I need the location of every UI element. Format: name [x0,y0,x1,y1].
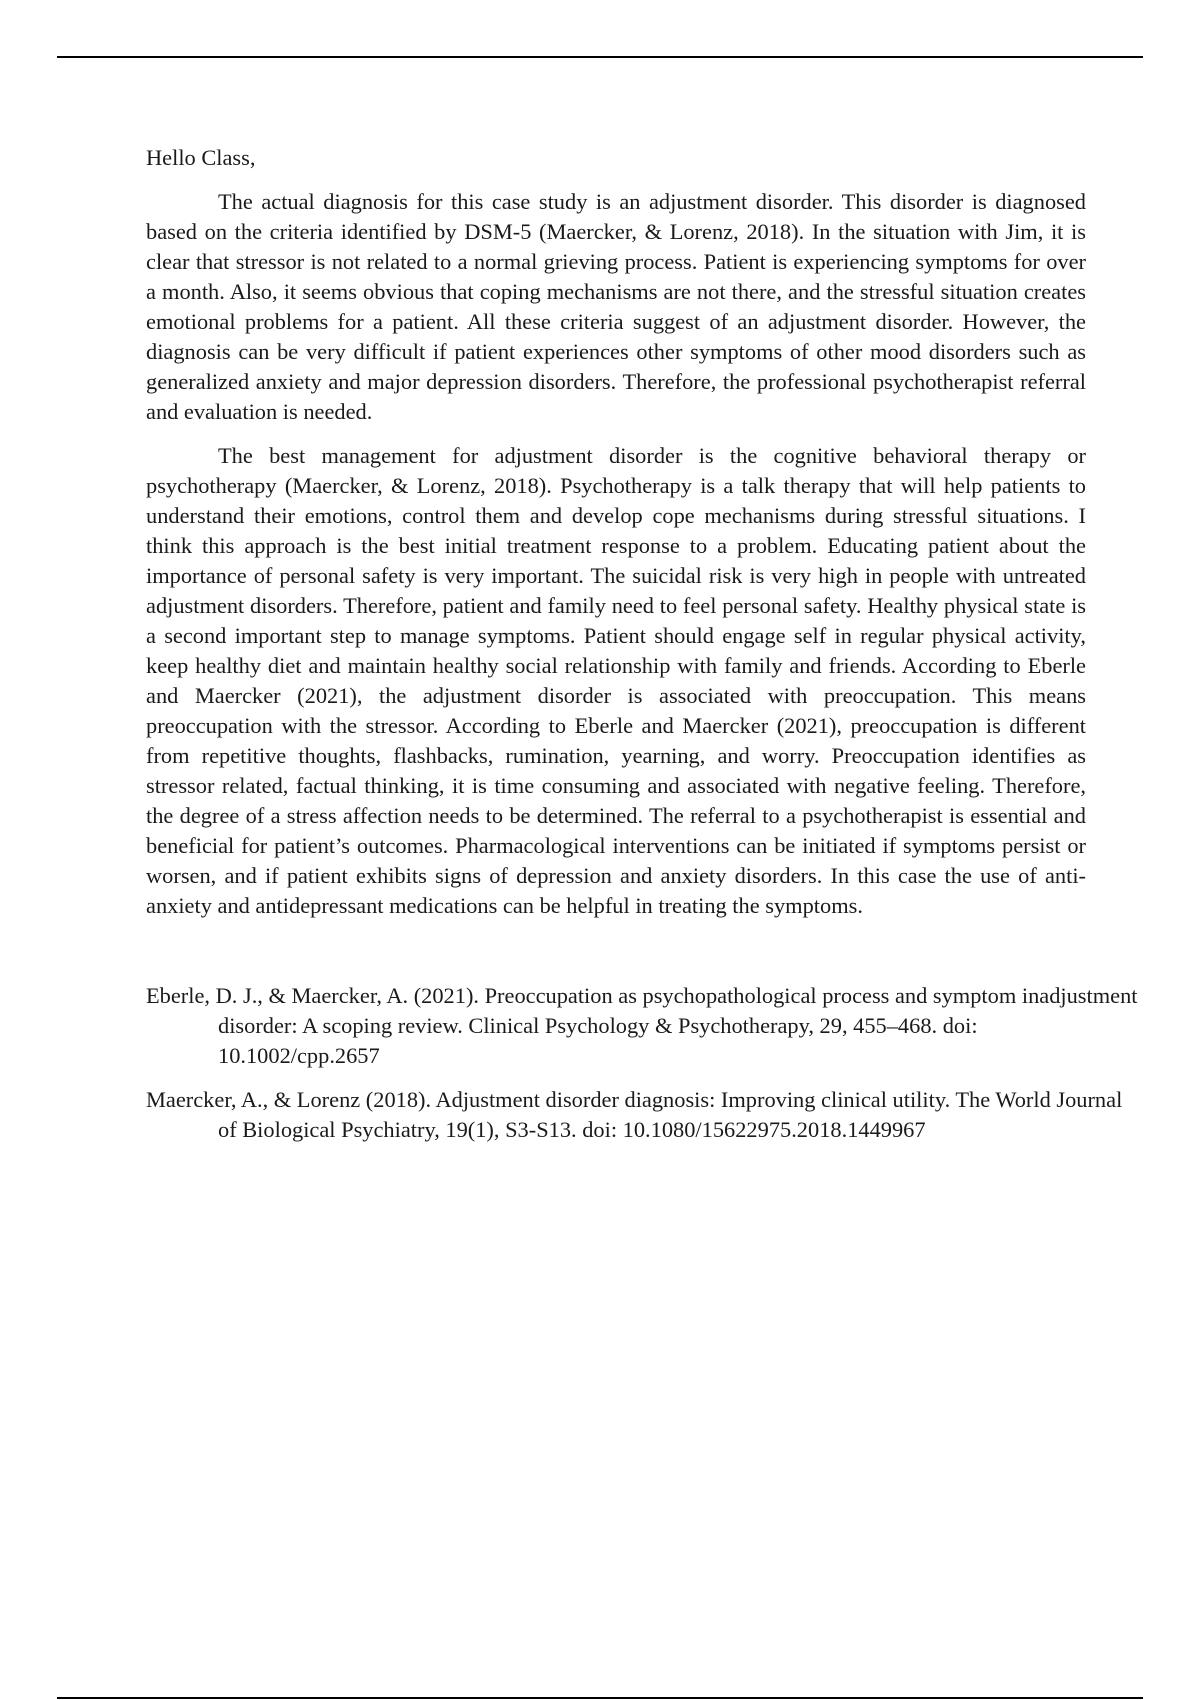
document-body [146,143,1138,1159]
reference-list [146,981,1138,1145]
reference-maercker: Maercker, A., & Lorenz (2018). Adjustment disorder diagnosis: Improving clinical utility. The World Journal of Biological Psychiatry, 19(1), S3-S13. doi: 10.1080/15622975.2018.1449967 [146,1087,1123,1142]
header-rule [57,56,1143,58]
paragraph-diagnosis: The actual diagnosis for this case study is an adjustment disorder. This disorder is diagnosed based on the criteria identified by DSM-5 (Maercker, & Lorenz, 2018). In the situation with Jim, it is clear that stressor is not related to a normal grieving process. Patient is experiencing symptoms for over a month. Also, it seems obvious that coping mechanisms are not there, and the stressful situation creates emotional problems for a patient. All these criteria suggest of an adjustment disorder. However, the diagnosis can be very difficult if patient experiences other symptoms of other mood disorders such as generalized anxiety and major depression disorders. Therefore, the professional psychotherapist referral and evaluation is needed. [146,189,1086,424]
paragraph-management: The best management for adjustment disorder is the cognitive behavioral therapy or psychotherapy (Maercker, & Lorenz, 2018). Psychotherapy is a talk therapy that will help patients to understand their emotions, control them and develop cope mechanisms during stressful situations. I think this approach is the best initial treatment response to a problem. Educating patient about the importance of personal safety is very important. The suicidal risk is very high in people with untreated adjustment disorders. Therefore, patient and family need to feel personal safety. Healthy physical state is a second important step to manage symptoms. Patient should engage self in regular physical activity, keep healthy diet and maintain healthy social relationship with family and friends. According to Eberle and Maercker (2021), the adjustment disorder is associated with preoccupation. This means preoccupation with the stressor. According to Eberle and Maercker (2021), preoccupation is different from repetitive thoughts, flashbacks, rumination, yearning, and worry. Preoccupation identifies as stressor related, factual thinking, it is time consuming and associated with negative feeling. Therefore, the degree of a stress affection needs to be determined. The referral to a psychotherapist is essential and beneficial for patient’s outcomes. Pharmacological interventions can be initiated if symptoms persist or worsen, and if patient exhibits signs of depression and anxiety disorders. In this case the use of anti-anxiety and antidepressant medications can be helpful in treating the symptoms. [146,443,1086,918]
greeting: Hello Class, [146,145,256,170]
reference-eberle: Eberle, D. J., & Maercker, A. (2021). Preoccupation as psychopathological process and symptom inadjustment disorder: A scoping review. Clinical Psychology & Psychotherapy, 29, 455–468. doi: 10.1002/cpp.2657 [146,983,1138,1068]
footer-rule [57,1697,1143,1699]
